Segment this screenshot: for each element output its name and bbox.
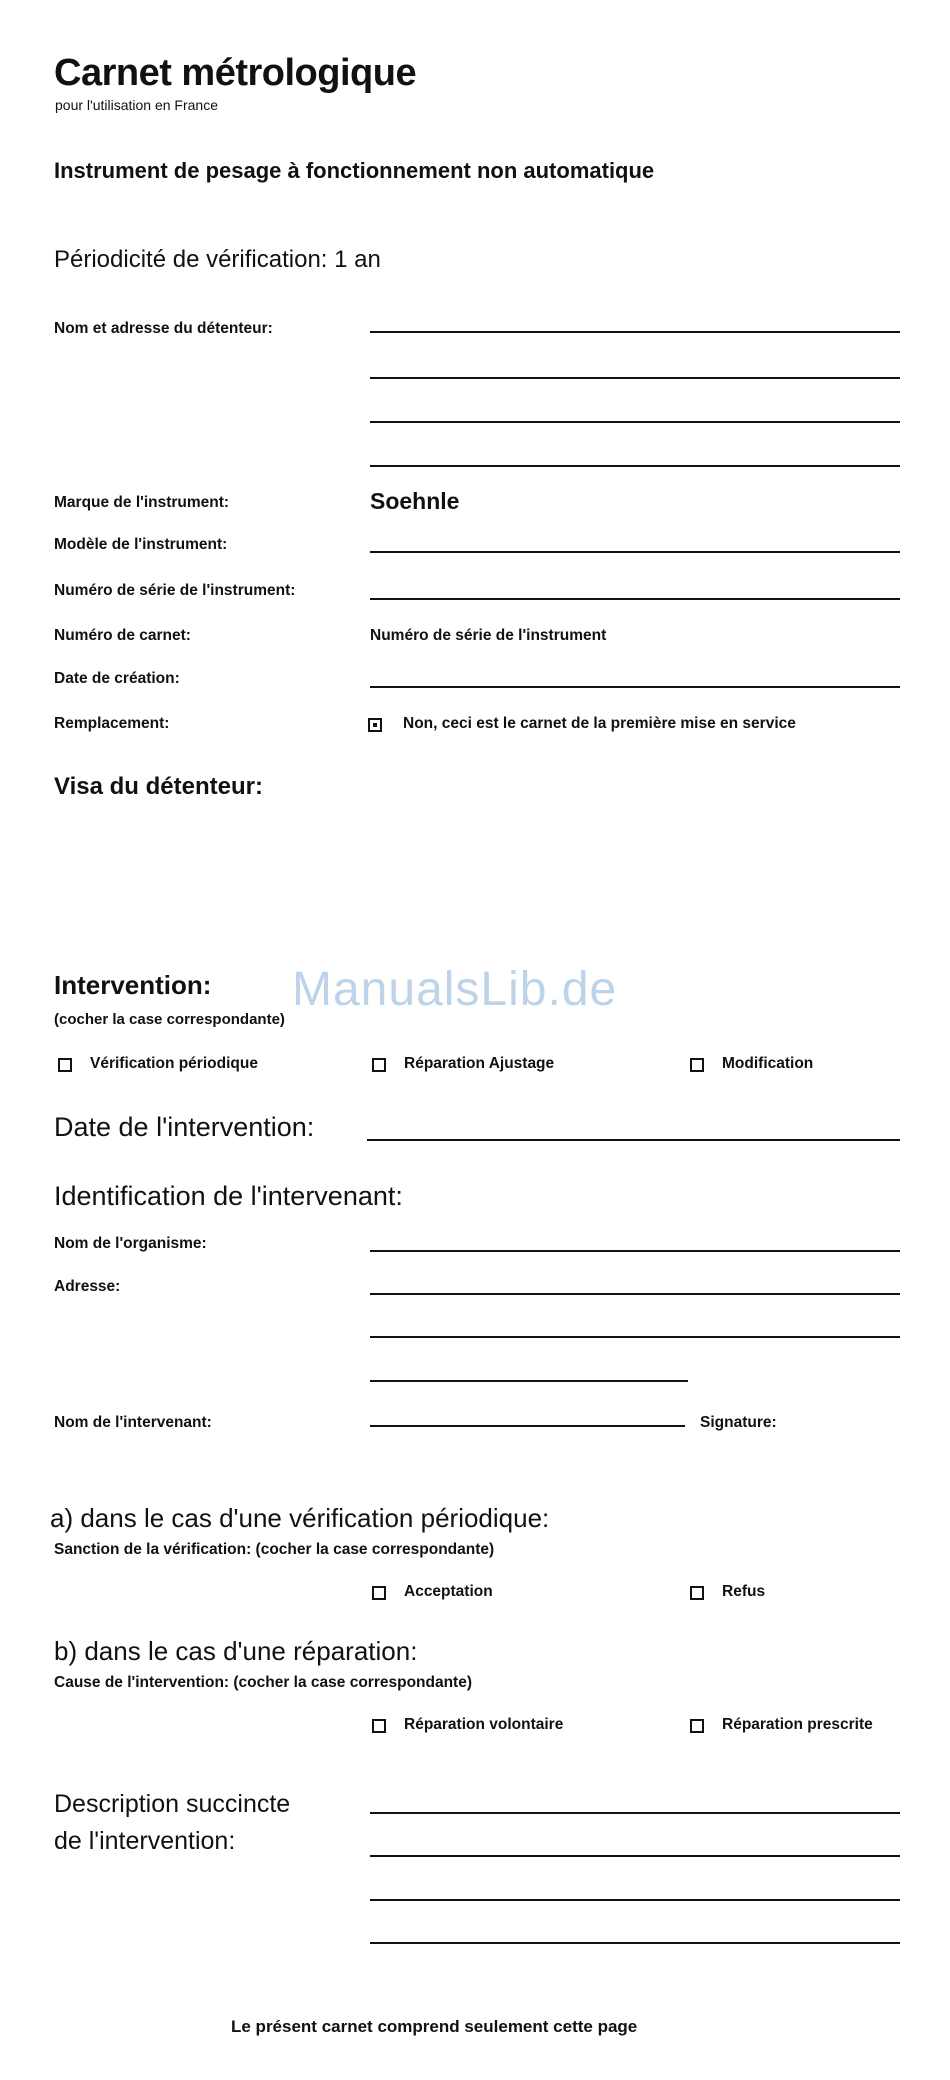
replacement-checkbox[interactable] xyxy=(368,718,382,732)
owner-field-line-4[interactable] xyxy=(370,465,900,467)
description-field-line-3[interactable] xyxy=(370,1899,900,1901)
booklet-number-label: Numéro de carnet: xyxy=(54,627,191,644)
document-title: Carnet métrologique xyxy=(54,52,417,94)
address-field-line-1[interactable] xyxy=(370,1293,900,1295)
prescribed-repair-checkbox[interactable] xyxy=(690,1719,704,1733)
repair-heading: b) dans le cas d'une réparation: xyxy=(54,1636,418,1666)
booklet-number-value: Numéro de série de l'instrument xyxy=(370,627,607,644)
replacement-label: Remplacement: xyxy=(54,715,170,732)
repair-adjustment-checkbox[interactable] xyxy=(372,1058,386,1072)
description-label-line-1: Description succincte xyxy=(54,1790,291,1818)
intervenant-name-field-line[interactable] xyxy=(370,1425,685,1427)
intervention-date-field-line[interactable] xyxy=(367,1139,900,1141)
repair-cause-label: Cause de l'intervention: (cocher la case correspondante) xyxy=(54,1674,473,1691)
signature-label: Signature: xyxy=(700,1414,777,1431)
owner-name-address-label: Nom et adresse du détenteur: xyxy=(54,320,273,337)
document-subtitle: pour l'utilisation en France xyxy=(55,97,218,113)
owner-field-line-1[interactable] xyxy=(370,331,900,333)
owner-field-line-2[interactable] xyxy=(370,377,900,379)
modification-label: Modification xyxy=(722,1055,814,1072)
instrument-type-heading: Instrument de pesage à fonctionnement non automatique xyxy=(54,158,655,183)
periodic-verification-heading: a) dans le cas d'une vérification périodique: xyxy=(50,1503,550,1533)
page-footer-note: Le présent carnet comprend seulement cette page xyxy=(231,2017,638,2036)
model-label: Modèle de l'instrument: xyxy=(54,536,228,553)
voluntary-repair-label: Réparation volontaire xyxy=(404,1716,564,1733)
organization-name-field-line[interactable] xyxy=(370,1250,900,1252)
intervention-date-label: Date de l'intervention: xyxy=(54,1112,315,1142)
brand-label: Marque de l'instrument: xyxy=(54,494,230,511)
brand-value: Soehnle xyxy=(370,488,460,514)
periodic-verification-checkbox[interactable] xyxy=(58,1058,72,1072)
prescribed-repair-label: Réparation prescrite xyxy=(722,1716,873,1733)
model-field-line[interactable] xyxy=(370,551,900,553)
creation-date-label: Date de création: xyxy=(54,670,180,687)
address-field-line-2[interactable] xyxy=(370,1336,900,1338)
verification-periodicity: Périodicité de vérification: 1 an xyxy=(54,246,381,273)
address-label: Adresse: xyxy=(54,1278,121,1295)
refusal-checkbox[interactable] xyxy=(690,1586,704,1600)
owner-field-line-3[interactable] xyxy=(370,421,900,423)
refusal-label: Refus xyxy=(722,1583,766,1600)
serial-number-label: Numéro de série de l'instrument: xyxy=(54,582,296,599)
description-field-line-4[interactable] xyxy=(370,1942,900,1944)
serial-number-field-line[interactable] xyxy=(370,598,900,600)
description-field-line-2[interactable] xyxy=(370,1855,900,1857)
description-field-line-1[interactable] xyxy=(370,1812,900,1814)
intervenant-name-label: Nom de l'intervenant: xyxy=(54,1414,212,1431)
replacement-option-label: Non, ceci est le carnet de la première mise en service xyxy=(403,715,796,732)
sanction-label: Sanction de la vérification: (cocher la case correspondante) xyxy=(54,1541,495,1558)
periodic-verification-label: Vérification périodique xyxy=(90,1055,258,1072)
description-label-line-2: de l'intervention: xyxy=(54,1827,236,1855)
intervenant-identification-heading: Identification de l'intervenant: xyxy=(54,1181,403,1211)
acceptance-label: Acceptation xyxy=(404,1583,493,1600)
repair-adjustment-label: Réparation Ajustage xyxy=(404,1055,555,1072)
voluntary-repair-checkbox[interactable] xyxy=(372,1719,386,1733)
acceptance-checkbox[interactable] xyxy=(372,1586,386,1600)
owner-visa-label: Visa du détenteur: xyxy=(54,773,263,800)
creation-date-field-line[interactable] xyxy=(370,686,900,688)
watermark: ManualsLib.de xyxy=(292,963,618,1016)
modification-checkbox[interactable] xyxy=(690,1058,704,1072)
intervention-heading: Intervention: xyxy=(54,970,212,1000)
intervention-note: (cocher la case correspondante) xyxy=(54,1011,285,1028)
organization-name-label: Nom de l'organisme: xyxy=(54,1235,207,1252)
address-field-line-3[interactable] xyxy=(370,1380,688,1382)
